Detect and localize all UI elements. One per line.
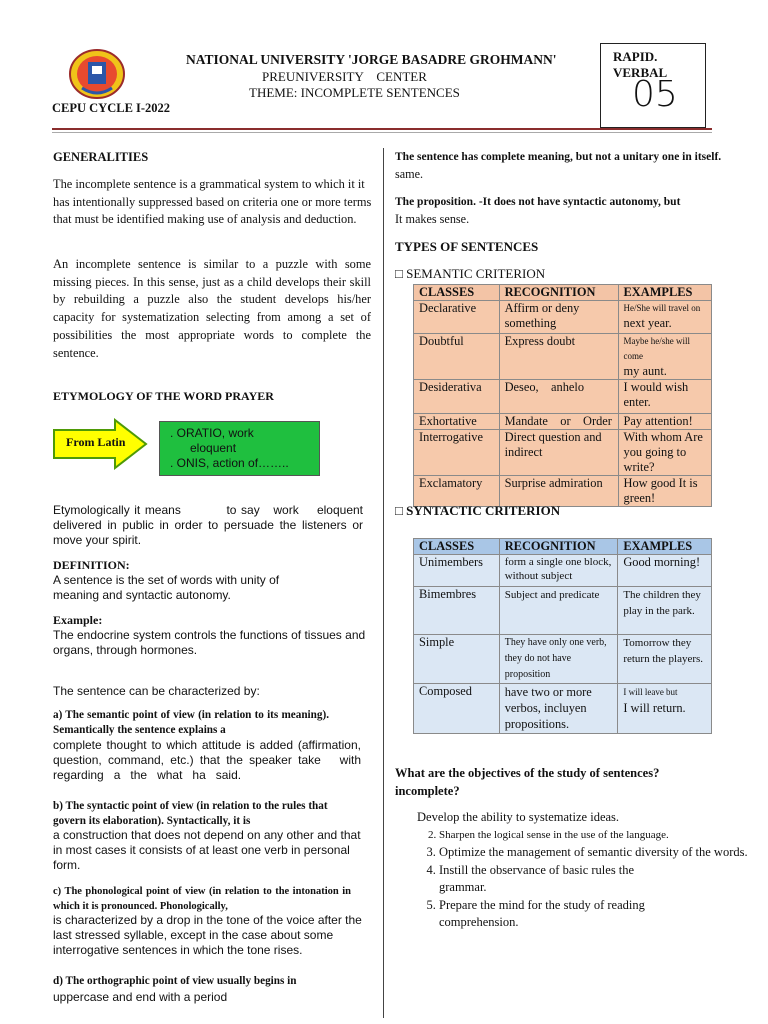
sentence-definition-text: same. (395, 167, 424, 181)
example-cell (618, 334, 711, 380)
column-divider (383, 148, 384, 1018)
definition-title: DEFINITION: (53, 558, 130, 572)
syntactic-view-text: a construction that does not depend on any other and that in most cases it consists of at least one verb in personal form. (53, 828, 361, 872)
class-cell: Composed (414, 684, 500, 734)
example-title: Example: (53, 613, 103, 627)
from-latin-label: From Latin (66, 435, 126, 449)
recognition-cell: Surprise admiration (499, 476, 618, 507)
etymology-text: Etymologically it means to say work eloquent delivered in public in order to persuade the listeners or move your spirit. (53, 503, 367, 547)
example-small-text: I will leave but (623, 687, 678, 697)
example-cell: I would wish enter. (618, 380, 711, 414)
example-small-text: Maybe he/she will come (623, 336, 691, 361)
badge-number: 05 (632, 74, 678, 115)
class-cell: Desiderativa (414, 380, 500, 414)
header-classes: CLASSES (414, 285, 500, 301)
recognition-cell: Deseo, anhelo (499, 380, 618, 414)
semantic-table-header (414, 285, 712, 301)
header-divider (52, 128, 712, 130)
recognition-cell: Subject and predicate (499, 587, 618, 635)
latin-origin-box (159, 421, 320, 476)
objective-item: 4. Instill the observance of basic rules the grammar. (439, 862, 679, 897)
semantic-criterion-title: □ SEMANTIC CRITERION (395, 266, 546, 281)
example-text: my aunt. (623, 364, 667, 378)
example-text: The endocrine system controls the functions of tissues and organs, through hormones. (53, 628, 366, 657)
semantic-view-text: complete thought to which attitude is added (affirmation, question, command, etc.) that the speaker take with regarding a the what ha said. (53, 738, 372, 782)
cycle-label: CEPU CYCLE I-2022 (52, 101, 171, 115)
table-row (414, 380, 712, 414)
example-cell: How good It is green! (618, 476, 711, 507)
recognition-cell: form a single one block, without subject (499, 555, 618, 587)
header-recognition: RECOGNITION (499, 539, 618, 555)
class-cell: Exclamatory (414, 476, 500, 507)
example-cell: The children they play in the park. (618, 587, 712, 635)
class-cell: Doubtful (414, 334, 500, 380)
example-text: next year. (623, 316, 672, 330)
table-row (414, 334, 712, 380)
class-cell: Simple (414, 635, 500, 684)
example-cell: Pay attention! (618, 414, 711, 430)
table-row (414, 555, 712, 587)
table-row (414, 635, 712, 684)
header-examples: EXAMPLES (618, 539, 712, 555)
header-examples: EXAMPLES (618, 285, 711, 301)
university-name: NATIONAL UNIVERSITY 'JORGE BASADRE GROHMANN' (186, 52, 557, 67)
orthographic-view-text: uppercase and end with a period (53, 990, 228, 1004)
syntactic-table (413, 538, 712, 734)
syntactic-criterion-title: □ SYNTACTIC CRITERION (395, 503, 561, 518)
recognition-cell: have two or more verbos, incluyen propositions. (499, 684, 618, 734)
phonological-view-text: is characterized by a drop in the tone of the voice after the last stressed syllable, except in the case about some interrogative sentences in which the tone rises. (53, 913, 362, 957)
example-cell: Good morning! (618, 555, 712, 587)
table-row (414, 414, 712, 430)
objective-item: Develop the ability to systematize ideas. (417, 810, 620, 824)
sentence-definition-bold: The sentence has complete meaning, but not a unitary one in itself. (395, 151, 722, 163)
origin-line-1: . ORATIO, work (170, 426, 254, 440)
syntactic-table-header (414, 539, 712, 555)
theme-title: THEME: INCOMPLETE SENTENCES (249, 85, 460, 100)
definition-text: A sentence is the set of words with unity of meaning and syntactic autonomy. (53, 573, 280, 602)
etymology-title: ETYMOLOGY OF THE WORD PRAYER (53, 389, 274, 403)
proposition-text: It makes sense. (395, 212, 470, 226)
generalities-paragraph-1: The incomplete sentence is a grammatical system to which it it has intentionally suppressed based on criteria one or more terms that must be identified making use of analysis and deduction. (53, 177, 372, 227)
from-latin-arrow (53, 418, 148, 470)
example-cell: With whom Are you going to write? (618, 430, 711, 476)
table-row (414, 301, 712, 334)
proposition-bold: The proposition. -It does not have syntactic autonomy, but (395, 196, 681, 208)
recognition-cell: Direct question and indirect (499, 430, 618, 476)
phonological-view-title: c) The phonological point of view (in relation to the intonation in which it is pronounced. Phonologically, (53, 886, 351, 912)
generalities-paragraph-2: An incomplete sentence is similar to a puzzle with some missing pieces. In this sense, just as a child develops their skill by rebuilding a puzzle also the student develops his/her capacity for systematization selecting from among a set of possibilities the most appropriate words to complete the sentence. (53, 257, 371, 360)
class-cell: Exhortative (414, 414, 500, 430)
objectives-list (417, 809, 767, 932)
origin-line-3: . ONIS, action of…….. (170, 456, 289, 470)
objective-item: 3. Optimize the management of semantic diversity of the words. (439, 844, 767, 862)
class-cell: Unimembers (414, 555, 500, 587)
example-cell (618, 301, 711, 334)
center-name: PREUNIVERSITY CENTER (262, 69, 427, 84)
objective-item: 2. Sharpen the logical sense in the use of the language. (439, 827, 767, 845)
recognition-cell: Affirm or deny something (499, 301, 618, 334)
class-cell: Declarative (414, 301, 500, 334)
recognition-cell: They have only one verb, they do not have proposition (499, 635, 618, 684)
class-cell: Bimembres (414, 587, 500, 635)
origin-line-2: eloquent (190, 441, 237, 455)
example-cell (618, 684, 712, 734)
recognition-cell: Express doubt (499, 334, 618, 380)
header-classes: CLASSES (414, 539, 500, 555)
types-title: TYPES OF SENTENCES (395, 239, 539, 254)
orthographic-view-title: d) The orthographic point of view usually begins in (53, 975, 297, 987)
badge-box (600, 43, 706, 128)
example-text: I will return. (623, 701, 686, 715)
example-cell: Tomorrow they return the players. (618, 635, 712, 684)
semantic-view-title: a) The semantic point of view (in relation to its meaning). Semantically the sentence explains a (53, 709, 329, 736)
recognition-cell: Mandate or Order (499, 414, 618, 430)
table-row (414, 587, 712, 635)
table-row (414, 684, 712, 734)
header-recognition: RECOGNITION (499, 285, 618, 301)
generalities-title: GENERALITIES (53, 150, 149, 164)
objectives-question: What are the objectives of the study of sentences? incomplete? (395, 766, 660, 798)
semantic-table (413, 284, 712, 507)
table-row (414, 430, 712, 476)
example-small-text: He/She will travel on (623, 303, 701, 313)
class-cell: Interrogative (414, 430, 500, 476)
characterized-text: The sentence can be characterized by: (53, 684, 260, 698)
badge-label: RAPID. VERBAL (613, 49, 668, 80)
university-logo (68, 48, 126, 100)
objective-item: 5. Prepare the mind for the study of reading comprehension. (439, 897, 684, 932)
header-divider-thin (52, 132, 712, 133)
syntactic-view-title: b) The syntactic point of view (in relation to the rules that govern its elaboration). Syntactically, it is (53, 800, 328, 827)
